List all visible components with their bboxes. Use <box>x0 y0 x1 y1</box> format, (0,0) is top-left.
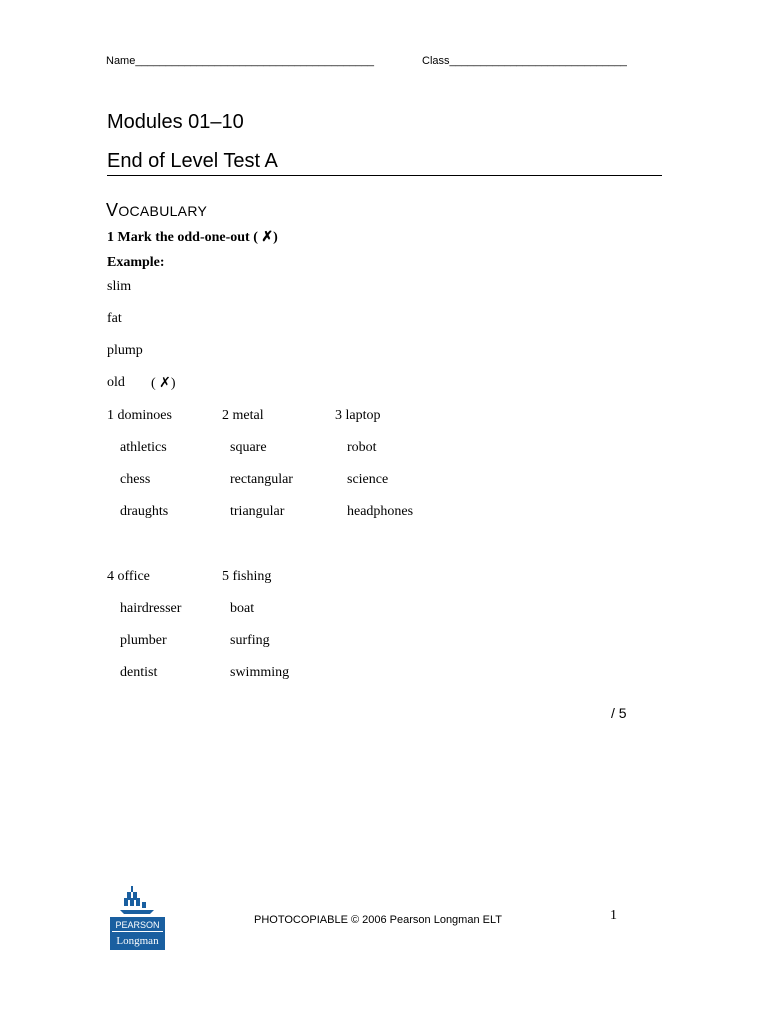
group-head: 3 laptop <box>335 408 381 423</box>
group-item: rectangular <box>230 472 293 487</box>
page-number: 1 <box>610 908 617 923</box>
logo-bottom-text: Longman <box>116 935 159 947</box>
group-item: headphones <box>347 504 414 519</box>
name-label: Name <box>106 55 136 67</box>
group-item: science <box>347 472 389 487</box>
example-word: plump <box>107 343 143 358</box>
group-item: plumber <box>120 633 167 648</box>
group-item: triangular <box>230 504 285 519</box>
example-word: slim <box>107 279 132 294</box>
title-rule <box>107 175 662 176</box>
logo-top-text: PEARSON <box>115 920 160 930</box>
group-item: boat <box>230 601 255 616</box>
group-item: square <box>230 440 267 455</box>
group-item: athletics <box>120 440 167 455</box>
group-item: dentist <box>120 665 158 680</box>
example-word: fat <box>107 311 122 326</box>
group-item: hairdresser <box>120 601 182 616</box>
group-item: robot <box>347 440 377 455</box>
class-field <box>422 55 627 67</box>
score-total: / 5 <box>611 705 627 721</box>
group-head: 4 office <box>107 569 150 584</box>
pearson-longman-logo <box>110 884 165 950</box>
test-title: End of Level Test A <box>107 150 278 172</box>
group-item: chess <box>120 472 151 487</box>
group-item: surfing <box>230 633 270 648</box>
group-item: draughts <box>120 504 169 519</box>
example-mark: ( ✗) <box>151 376 176 391</box>
name-field <box>106 55 374 67</box>
name-line: _______________________________________ <box>135 55 374 67</box>
class-line: _____________________________ <box>449 55 627 67</box>
question-instruction: 1 Mark the odd-one-out ( ✗) <box>107 230 278 245</box>
group-head: 5 fishing <box>222 569 272 584</box>
section-heading-rest: OCABULARY <box>118 203 208 219</box>
group-item: swimming <box>230 665 290 680</box>
modules-title: Modules 01–10 <box>107 111 244 133</box>
copyright-notice: PHOTOCOPIABLE © 2006 Pearson Longman ELT <box>254 914 502 926</box>
section-heading-initial: V <box>106 200 119 220</box>
group-head: 1 dominoes <box>107 408 172 423</box>
example-label: Example: <box>107 255 165 270</box>
example-word: old <box>107 375 125 390</box>
group-head: 2 metal <box>222 408 264 423</box>
class-label: Class <box>422 55 450 67</box>
section-heading <box>106 200 207 221</box>
